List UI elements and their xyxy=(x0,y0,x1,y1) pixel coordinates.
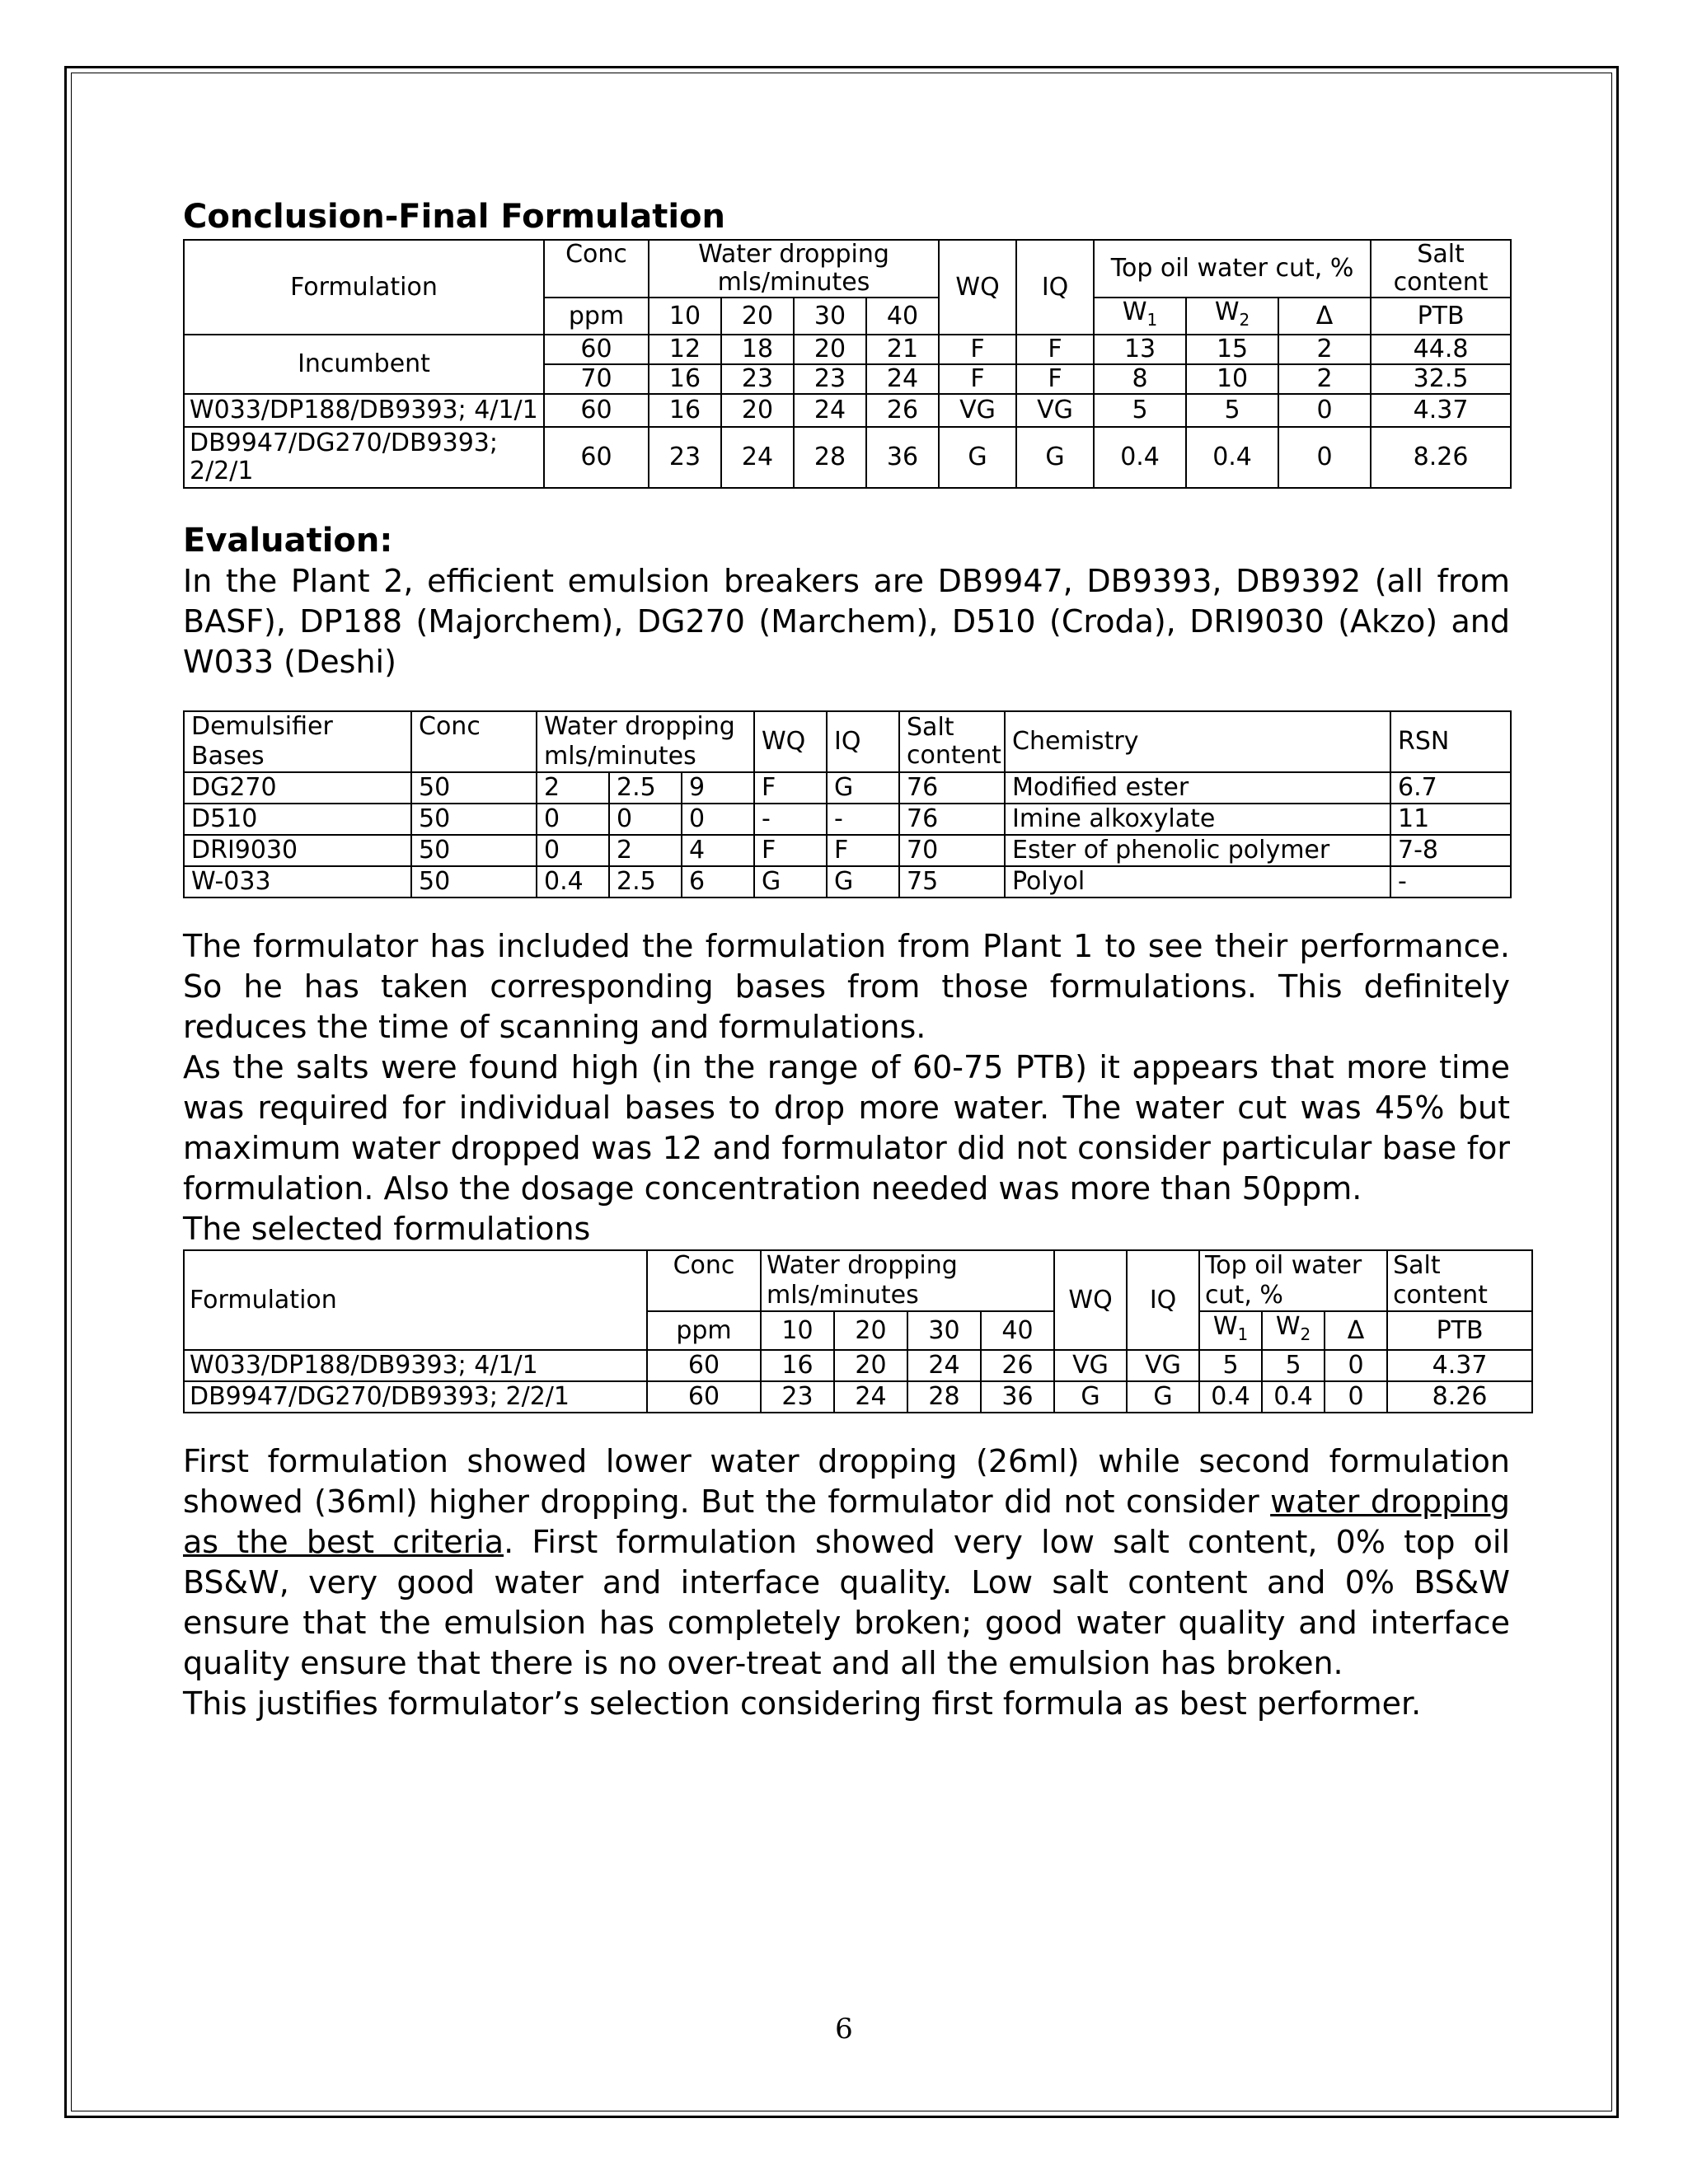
header-bases: Demulsifier Bases xyxy=(184,711,411,772)
cell-conc: 60 xyxy=(544,335,649,364)
header-ppm: ppm xyxy=(544,298,649,335)
cell-salt: 8.26 xyxy=(1371,427,1511,488)
paragraph-plant1: The formulator has included the formulation from Plant 1 to see their performance. So he has taken corresponding bases from those formulations. This definitely reduces the time of scanning and formulations. xyxy=(183,928,1510,1045)
cell-delta: 0 xyxy=(1325,1350,1387,1381)
cell-wq: G xyxy=(939,427,1016,488)
row-formulation: W033/DP188/DB9393; 4/1/1 xyxy=(184,1350,647,1381)
header-wq: WQ xyxy=(1054,1250,1127,1350)
cell-wq: - xyxy=(754,804,827,835)
header-formulation: Formulation xyxy=(184,240,544,335)
cell-conc: 60 xyxy=(647,1350,761,1381)
cell-delta: 0 xyxy=(1278,427,1371,488)
header-t20: 20 xyxy=(721,298,794,335)
cell-d10: 16 xyxy=(761,1350,834,1381)
row-formulation: DB9947/DG270/DB9393; 2/2/1 xyxy=(184,427,544,488)
cell-conc: 60 xyxy=(544,394,649,427)
cell-w1: 8 xyxy=(1094,364,1186,394)
cell-conc: 70 xyxy=(544,364,649,394)
cell-salt: 76 xyxy=(899,772,1005,804)
cell-d30: 24 xyxy=(907,1350,981,1381)
cell-conc: 60 xyxy=(544,427,649,488)
cell-delta: 0 xyxy=(1278,394,1371,427)
header-t30: 30 xyxy=(794,298,866,335)
cell-d10: 12 xyxy=(649,335,721,364)
cell-iq: VG xyxy=(1016,394,1094,427)
cell-rsn: 11 xyxy=(1390,804,1511,835)
cell-salt: 32.5 xyxy=(1371,364,1511,394)
header-conc: Conc xyxy=(544,240,649,298)
row-formulation: W033/DP188/DB9393; 4/1/1 xyxy=(184,394,544,427)
paragraph-salts: As the salts were found high (in the range of 60-75 PTB) it appears that more time was required for individual bases to drop more water. The water cut was 45% but maximum water dropped was 12 and formulator did not consider particular base for formulation. Also the dosage concentration needed was more than 50ppm. xyxy=(183,1049,1510,1207)
cell-d10: 23 xyxy=(649,427,721,488)
cell-wq: F xyxy=(754,772,827,804)
cell-d2: 2 xyxy=(609,835,682,866)
cell-d3: 0 xyxy=(682,804,754,835)
cell-w1: 13 xyxy=(1094,335,1186,364)
header-wq: WQ xyxy=(939,240,1016,335)
comparison-text-1: First formulation showed lower water dropping (26ml) while second formulation showed (36ml) higher dropping. But the formulator did not consider xyxy=(183,1443,1510,1520)
header-wq: WQ xyxy=(754,711,827,772)
cell-d3: 9 xyxy=(682,772,754,804)
cell-w2: 10 xyxy=(1186,364,1278,394)
header-conc: Conc xyxy=(411,711,537,772)
cell-delta: 2 xyxy=(1278,335,1371,364)
header-chemistry: Chemistry xyxy=(1005,711,1390,772)
header-w1: $W_1$ xyxy=(1094,298,1186,335)
paragraph-selected: The selected formulations xyxy=(183,1211,591,1247)
header-t20: 20 xyxy=(834,1311,907,1350)
header-conc: Conc xyxy=(647,1250,761,1311)
header-w1: $W_1$ xyxy=(1199,1311,1262,1350)
paragraph-justification: This justifies formulator’s selection considering first formula as best performer. xyxy=(183,1685,1422,1722)
cell-d1: 0 xyxy=(537,804,609,835)
cell-rsn: 7-8 xyxy=(1390,835,1511,866)
cell-w2: 5 xyxy=(1186,394,1278,427)
cell-wq: F xyxy=(939,364,1016,394)
header-delta: Δ xyxy=(1278,298,1371,335)
cell-iq: F xyxy=(827,835,899,866)
cell-d30: 28 xyxy=(907,1381,981,1413)
comparison-text-2: . First formulation showed very low salt content, 0% top oil BS&W, very good water and interface quality. Low salt content and 0% BS&W ensure that the emulsion has completely broken; good water quality and interface quality ensure that there is no over-treat and all the emulsion has broken. xyxy=(183,1524,1510,1681)
cell-iq: F xyxy=(1016,364,1094,394)
cell-d20: 23 xyxy=(721,364,794,394)
cell-iq: - xyxy=(827,804,899,835)
header-salt: Salt content xyxy=(1387,1250,1532,1311)
cell-wq: VG xyxy=(939,394,1016,427)
cell-w2: 0.4 xyxy=(1262,1381,1325,1413)
row-formulation: DB9947/DG270/DB9393; 2/2/1 xyxy=(184,1381,647,1413)
cell-d1: 0 xyxy=(537,835,609,866)
cell-base: W-033 xyxy=(184,866,411,898)
cell-conc: 60 xyxy=(647,1381,761,1413)
cell-wq: G xyxy=(1054,1381,1127,1413)
table-row xyxy=(184,1350,1532,1381)
page-number: 6 xyxy=(835,2013,853,2046)
cell-d2: 0 xyxy=(609,804,682,835)
cell-d30: 24 xyxy=(794,394,866,427)
table-row xyxy=(184,835,1511,866)
cell-wq: VG xyxy=(1054,1350,1127,1381)
header-water-dropping: Water dropping mls/minutes xyxy=(761,1250,1054,1311)
cell-chemistry: Imine alkoxylate xyxy=(1005,804,1390,835)
header-top-oil: Top oil water cut, % xyxy=(1199,1250,1387,1311)
table-header-row xyxy=(184,240,1511,298)
cell-d30: 20 xyxy=(794,335,866,364)
table-row xyxy=(184,427,1511,488)
cell-chemistry: Ester of phenolic polymer xyxy=(1005,835,1390,866)
table-header-row xyxy=(184,711,1511,772)
header-iq: IQ xyxy=(1127,1250,1199,1350)
final-formulation-table xyxy=(183,239,1512,489)
cell-delta: 0 xyxy=(1325,1381,1387,1413)
cell-chemistry: Polyol xyxy=(1005,866,1390,898)
cell-d2: 2.5 xyxy=(609,772,682,804)
cell-salt: 44.8 xyxy=(1371,335,1511,364)
cell-d20: 24 xyxy=(721,427,794,488)
cell-d20: 20 xyxy=(721,394,794,427)
page-content xyxy=(183,196,1510,1724)
cell-iq: G xyxy=(1016,427,1094,488)
header-iq: IQ xyxy=(1016,240,1094,335)
cell-rsn: - xyxy=(1390,866,1511,898)
cell-w1: 5 xyxy=(1094,394,1186,427)
row-formulation: Incumbent xyxy=(184,335,544,394)
cell-d10: 16 xyxy=(649,364,721,394)
cell-delta: 2 xyxy=(1278,364,1371,394)
header-t40: 40 xyxy=(866,298,939,335)
header-ptb: PTB xyxy=(1371,298,1511,335)
cell-wq: F xyxy=(754,835,827,866)
cell-conc: 50 xyxy=(411,835,537,866)
cell-iq: G xyxy=(1127,1381,1199,1413)
header-w2: $W_2$ xyxy=(1186,298,1278,335)
table-header-row xyxy=(184,1250,1532,1311)
table-row xyxy=(184,772,1511,804)
cell-d10: 23 xyxy=(761,1381,834,1413)
header-ppm: ppm xyxy=(647,1311,761,1350)
cell-iq: F xyxy=(1016,335,1094,364)
paragraph-comparison xyxy=(183,1441,1510,1684)
table-row xyxy=(184,866,1511,898)
cell-base: D510 xyxy=(184,804,411,835)
cell-w1: 0.4 xyxy=(1199,1381,1262,1413)
header-ptb: PTB xyxy=(1387,1311,1532,1350)
cell-iq: G xyxy=(827,866,899,898)
cell-base: DG270 xyxy=(184,772,411,804)
table-row xyxy=(184,1381,1532,1413)
cell-d40: 26 xyxy=(981,1350,1054,1381)
cell-d40: 26 xyxy=(866,394,939,427)
cell-conc: 50 xyxy=(411,866,537,898)
cell-salt: 8.26 xyxy=(1387,1381,1532,1413)
header-t10: 10 xyxy=(761,1311,834,1350)
cell-d20: 18 xyxy=(721,335,794,364)
header-formulation: Formulation xyxy=(184,1250,647,1350)
cell-d30: 28 xyxy=(794,427,866,488)
cell-salt: 75 xyxy=(899,866,1005,898)
header-top-oil: Top oil water cut, % xyxy=(1094,240,1371,298)
cell-iq: G xyxy=(827,772,899,804)
cell-d40: 24 xyxy=(866,364,939,394)
cell-d3: 4 xyxy=(682,835,754,866)
cell-rsn: 6.7 xyxy=(1390,772,1511,804)
table-row xyxy=(184,394,1511,427)
cell-d2: 2.5 xyxy=(609,866,682,898)
cell-w1: 0.4 xyxy=(1094,427,1186,488)
cell-wq: G xyxy=(754,866,827,898)
cell-d10: 16 xyxy=(649,394,721,427)
cell-d1: 2 xyxy=(537,772,609,804)
cell-chemistry: Modified ester xyxy=(1005,772,1390,804)
cell-w2: 0.4 xyxy=(1186,427,1278,488)
cell-d20: 24 xyxy=(834,1381,907,1413)
cell-d30: 23 xyxy=(794,364,866,394)
header-iq: IQ xyxy=(827,711,899,772)
cell-salt: 76 xyxy=(899,804,1005,835)
cell-w1: 5 xyxy=(1199,1350,1262,1381)
underlined-criteria: water dropping as the best criteria xyxy=(183,1483,1511,1560)
demulsifier-bases-table xyxy=(183,710,1512,898)
cell-w2: 5 xyxy=(1262,1350,1325,1381)
cell-w2: 15 xyxy=(1186,335,1278,364)
cell-d1: 0.4 xyxy=(537,866,609,898)
cell-salt: 4.37 xyxy=(1371,394,1511,427)
evaluation-heading: Evaluation: xyxy=(183,522,393,560)
table-row xyxy=(184,335,1511,364)
cell-d40: 36 xyxy=(981,1381,1054,1413)
cell-conc: 50 xyxy=(411,772,537,804)
cell-iq: VG xyxy=(1127,1350,1199,1381)
header-t40: 40 xyxy=(981,1311,1054,1350)
header-t30: 30 xyxy=(907,1311,981,1350)
header-rsn: RSN xyxy=(1390,711,1511,772)
selected-formulations-table xyxy=(183,1249,1533,1413)
header-w2: $W_2$ xyxy=(1262,1311,1325,1350)
table-row xyxy=(184,804,1511,835)
cell-salt: 4.37 xyxy=(1387,1350,1532,1381)
header-water-dropping: Water dropping mls/minutes xyxy=(537,711,754,772)
cell-salt: 70 xyxy=(899,835,1005,866)
cell-d3: 6 xyxy=(682,866,754,898)
header-delta: Δ xyxy=(1325,1311,1387,1350)
header-water-dropping: Water dropping mls/minutes xyxy=(649,240,939,298)
evaluation-text: In the Plant 2, efficient emulsion breakers are DB9947, DB9393, DB9392 (all from BASF), DP188 (Majorchem), DG270 (Marchem), D510 (Croda), DRI9030 (Akzo) and W033 (Deshi) xyxy=(183,563,1510,680)
cell-base: DRI9030 xyxy=(184,835,411,866)
cell-d40: 21 xyxy=(866,335,939,364)
header-salt: Salt content xyxy=(1371,240,1511,298)
cell-d40: 36 xyxy=(866,427,939,488)
cell-wq: F xyxy=(939,335,1016,364)
cell-d20: 20 xyxy=(834,1350,907,1381)
cell-conc: 50 xyxy=(411,804,537,835)
conclusion-heading: Conclusion-Final Formulation xyxy=(183,198,725,236)
header-t10: 10 xyxy=(649,298,721,335)
header-salt: Salt content xyxy=(899,711,1005,772)
